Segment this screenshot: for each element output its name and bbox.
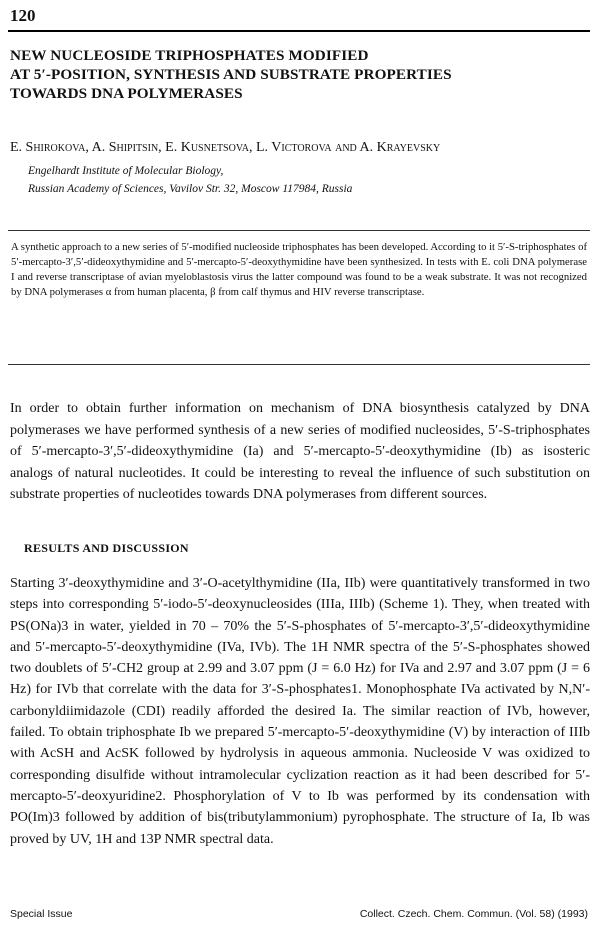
- intro-paragraph: In order to obtain further information on mechanism of DNA biosynthesis catalyzed by DNA polymerases we have performed synthesis of a new series of modified nucleosides, 5′-S-triphosphates of 5′-mercapto-3′,5′-dideoxythymidine (Ia) and 5′-mercapto-5′-deoxythymidine (Ib) as isosteric analogs of natural nucleotides. It could be interesting to reveal the influence of such substitution on substrate properties of nucleotides towards DNA polymerases from different sources.: [10, 401, 590, 502]
- page-number: 120: [10, 6, 36, 25]
- title-line: NEW NUCLEOSIDE TRIPHOSPHATES MODIFIED: [10, 47, 369, 64]
- title-line: TOWARDS DNA POLYMERASES: [10, 85, 243, 102]
- author-list: E. Shirokova, A. Shipitsin, E. Kusnetsova, L. Victorova and A. Krayevsky: [10, 140, 441, 155]
- results-paragraph: Starting 3′-deoxythymidine and 3′-O-acetylthymidine (IIa, IIb) were quantitatively transformed in two steps into corresponding 5′-iodo-5′-deoxynucleosides (IIIa, IIIb) (Scheme 1). They, when treated with PS(ONa)3 in water, yielded in 70 – 70% the 5′-S-phosphates of 5′-mercapto-3′,5′-dideoxythymidine and 5′-mercapto-5′-deoxythymidine (IVa, IVb). The 1H NMR spectra of the 5′-S-phosphates showed two doublets of 5′-CH2 group at 2.99 and 3.07 ppm (J = 6.0 Hz) for IVa and 2.97 and 3.07 ppm (J = 6 Hz) for IVb that correlate with the data for 3′-S-phosphates1. Monophosphate IVa activated by N,N′-carbonyldiimidazole (CDI) readily afforded the desired Ia. The similar reaction of IVb, however, failed. To obtain triphosphate Ib we prepared 5′-mercapto-5′-deoxythymidine (V) by interaction of IIIb with AcSH and AcSK followed by hydrolysis in aqueous ammonia. Nucleoside V was oxidized to corresponding disulfide without intramolecular cyclization reaction as it had been described for 5′-mercapto-5′-deoxyuridine2. Phosphorylation of V to Ib was performed by its condensation with PO(Im)3 followed by addition of bis(tributylammonium) pyrophosphate. The structure of Ia, Ib was proved by UV, 1H and 13P NMR spectral data.: [10, 576, 590, 847]
- affiliation: [28, 162, 352, 198]
- footer-issue: Special Issue: [10, 908, 73, 920]
- title-line: AT 5′-POSITION, SYNTHESIS AND SUBSTRATE PROPERTIES: [10, 66, 452, 83]
- footer-citation: Collect. Czech. Chem. Commun. (Vol. 58) (1993): [359, 908, 588, 920]
- abstract: A synthetic approach to a new series of 5′-modified nucleoside triphosphates has been developed. According to it 5′-S-triphosphates of 5′-mercapto-3′,5′-dideoxythymidine and 5′-mercapto-5′-deoxythymidine have been synthesized. In tests with E. coli DNA polymerase I and reverse transcriptase of avian myeloblastosis virus the latter compound was found to be a weak substrate. It was not recognized by DNA polymerases α from human placenta, β from calf thymus and HIV reverse transcriptase.: [8, 230, 590, 365]
- article-title: [10, 46, 585, 103]
- affiliation-line: Engelhardt Institute of Molecular Biology,: [28, 165, 224, 177]
- section-heading: RESULTS AND DISCUSSION: [24, 541, 189, 555]
- affiliation-line: Russian Academy of Sciences, Vavilov Str. 32, Moscow 117984, Russia: [28, 183, 353, 195]
- header-rule: [8, 30, 590, 32]
